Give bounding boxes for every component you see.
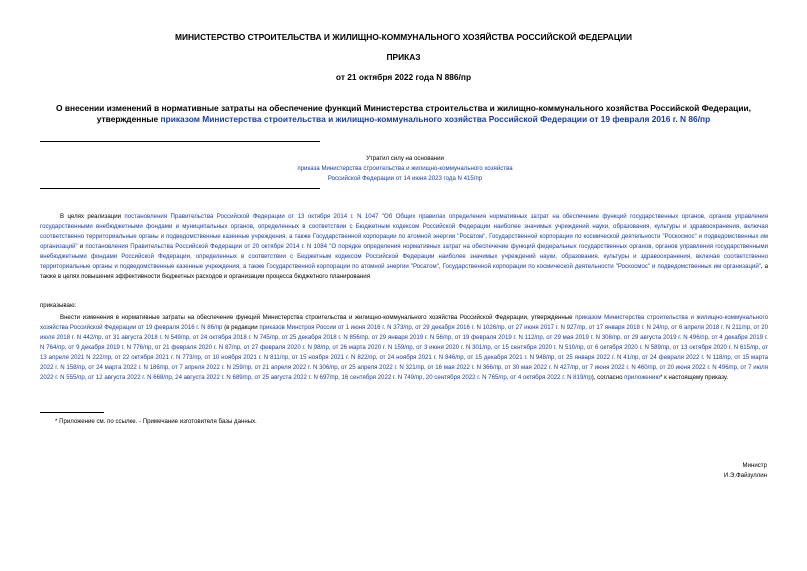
body-text-3: ), согласно: [591, 374, 625, 382]
status-note: [200, 154, 610, 184]
footnote-divider: [40, 412, 104, 413]
order-paragraph: [40, 313, 768, 383]
link-resolution-1047[interactable]: постановления Правительства Российской Федерации от 13 октября 2014 г. N 1047 "Об Общих правилах определения нормативных затрат на обеспечение функций государственных органов, органов управления государственными внебюджетными фондами и муниципальных органов, определенных в соответствии с Бюджетным кодексом Российской Федерации наиболее значимых учреждений науки, образования, культуры и здравоохранения, включая соответственно территориальные органы и подведомственные казенные учреждения, а также Государственной корпорации по атомной энергии "Росатом", Государственной корпорации по космической деятельности "Роскосмос" и подведомственных им организаций": [40, 213, 769, 251]
title-text: О внесении изменений в нормативные затраты на обеспечение функций Министерства строительства и жилищно-коммунального хозяйства Российской Федерации, утвержденные: [56, 103, 751, 124]
signature-name: И.Э.Файзуллин: [723, 472, 767, 479]
link-order-86[interactable]: приказом Министерства строительства и жилищно-коммунального хозяйства Российской Федерации от 19 февраля 2016 г. N 86/пр: [40, 314, 769, 332]
preamble-text-3: , а также в целях повышения эффективности бюджетных расходов и организации процесса бюджетного планирования: [40, 263, 768, 281]
ministry-heading: МИНИСТЕРСТВО СТРОИТЕЛЬСТВА И ЖИЛИЩНО-КОММУНАЛЬНОГО ХОЗЯЙСТВА РОССИЙСКОЙ ФЕДЕРАЦИИ: [175, 32, 632, 42]
status-note-link-1[interactable]: приказа Министерства строительства и жилищно-коммунального хозяйства: [297, 165, 513, 172]
order-title: [40, 103, 767, 125]
order-date-number: от 21 октября 2022 года N 886/пр: [335, 72, 472, 82]
preamble-paragraph: [40, 212, 768, 282]
preamble-text-1: В целях реализации: [60, 213, 125, 220]
divider-bottom: [40, 188, 320, 189]
status-note-link-2[interactable]: Российской Федерации от 14 июня 2023 года N 415/пр: [327, 175, 483, 182]
divider-top: [40, 141, 320, 142]
link-amending-orders[interactable]: приказов Минстроя России от 1 июня 2016 г. N 373/пр, от 29 декабря 2016 г. N 1026/пр, от 27 июня 2017 г. N 927/пр, от 17 января 2018 г. N 24/пр, от 6 апреля 2018 г. N 211/пр, от 20 июля 2018 г. N 442/пр, от 31 августа 2018 г. N 549/пр, от 24 октября 2018 г. N 745/пр, от 25 декабря 2018 г. N 856/пр, от 29 января 2019 г. N 56/пр, от 19 февраля 2019 г. N 112/пр, от 29 мая 2019 г. N 308/пр, от 29 августа 2019 г. N 496/пр, от 4 декабря 2019 г. N 764/пр, от 9 декабря 2019 г. N 776/пр, от 21 февраля 2020 г. N 87/пр, от 27 февраля 2020 г. N 98/пр, от 26 марта 2020 г. N 159/пр, от 3 июня 2020 г. N 301/пр, от 15 сентября 2020 г. N 510/пр, от 6 октября 2020 г. N 589/пр, от 13 октября 2020 г. N 615/пр, от 13 апреля 2021 N 222/пр, от 22 октября 2021 г. N 773/пр, от 10 ноября 2021 г. N 811/пр, от 15 ноября 2021 г. N 822/пр, от 24 ноября 2021 г. N 846/пр, от 15 декабря 2021 г. N 948/пр, от 25 января 2022 г. N 41/пр, от 24 февраля 2022 г. N 118/пр, от 15 марта 2022 г. N 158/пр, от 24 марта 2022 г. N 186/пр, от 7 апреля 2022 г. N 259/пр, от 21 апреля 2022 г. N 306/пр, от 25 апреля 2022 г. N 321/пр, от 16 мая 2022 г. N 366/пр, от 30 мая 2022 г. N 427/пр, от 7 июня 2022 г. N 460/пр, от 20 июня 2022 г. N 496/пр, от 7 июля 2022 г. N 555/пр, от 12 августа 2022 г. N 668/пр, 24 августа 2022 г. N 689/пр, от 25 августа 2022 г. N 697/пр, 16 сентября 2022 г. N 749/пр, 20 сентября 2022 г. N 765/пр, от 4 октября 2022 г. N 819/пр: [40, 324, 768, 382]
body-text-2: (в редакции: [222, 324, 260, 332]
signature-position: Министр: [742, 462, 767, 469]
preamble-text-2: и: [77, 243, 86, 251]
status-note-text: Утратил силу на основании: [366, 155, 444, 162]
order-word: приказываю:: [40, 302, 77, 309]
footnote: * Приложение см. по ссылке. - Примечание изготовителя базы данных.: [55, 418, 257, 425]
body-text-1: Внести изменения в нормативные затраты на обеспечение функций Министерства строительства и жилищно-коммунального хозяйства Российской Федерации, утвержденные: [60, 314, 576, 321]
link-appendix[interactable]: приложению: [624, 374, 661, 382]
title-link-base-order[interactable]: приказом Министерства строительства и жилищно-коммунального хозяйства Российской Федерации от 19 февраля 2016 г. N 86/пр: [160, 114, 711, 124]
body-text-4: * к настоящему приказу.: [660, 374, 729, 382]
document-type: ПРИКАЗ: [386, 52, 421, 62]
link-resolution-1084[interactable]: постановления Правительства Российской Федерации от 20 октября 2014 г. N 1084 "О порядке определения нормативных затрат на обеспечение функций федеральных государственных органов, органов управления государственными внебюджетными фондами Российской Федерации, определенных в соответствии с Бюджетным кодексом Российской Федерации наиболее значимых учреждений науки, образования, культуры и здравоохранения, включая соответственно территориальные органы и подведомственные казенные учреждения, а также Государственной корпорации по атомной энергии "Росатом", Государственной корпорации по космической деятельности "Роскосмос" и подведомственных им организаций": [40, 243, 768, 271]
